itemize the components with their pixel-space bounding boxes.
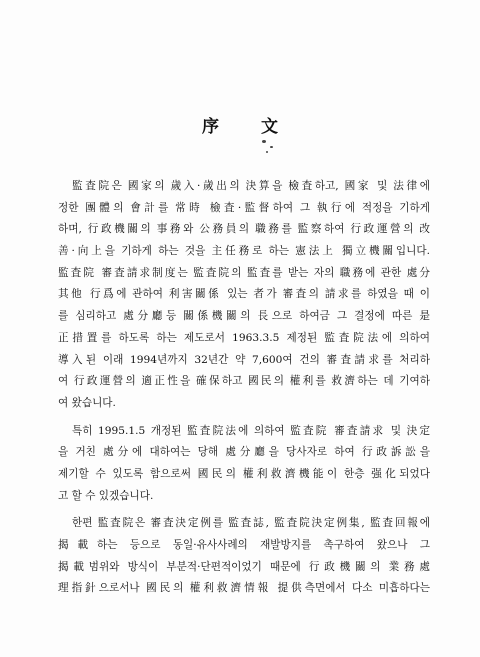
text-line: 여 왔습니다. [58, 396, 116, 409]
text-line: 제기할 수 있도록 함으로써 國民의 權利救濟機能이 한층 强化되었다 [58, 467, 430, 480]
text-line: 理指針으로서나 國民의 權利救濟情報 提供측면에서 다소 미흡하다는 [58, 582, 430, 595]
text-line: 其他 行爲에 관하여 利害關係 있는 者가 審査의 請求를 하였을 때 이 [58, 288, 430, 301]
scan-speck [262, 140, 266, 143]
scan-speck [270, 146, 273, 148]
text-line: 善·向上을 기하게 하는 것을 主任務로 하는 憲法上 獨立機關입니다. [58, 245, 430, 258]
text-line: 하며, 行政機關의 事務와 公務員의 職務를 監察하여 行政運營의 改 [58, 223, 430, 236]
text-line: 導入된 이래 1994년까지 32년간 약 7,600여 건의 審査請求를 처리하 [58, 353, 430, 366]
scan-speck [266, 151, 268, 153]
text-line: 한편 監査院은 審査決定例를 監査誌, 監査院決定例集, 監査回報에 [72, 517, 430, 530]
text-line: 을 거친 處分에 대하여는 당해 處分廳을 당사자로 하여 行政訴訟을 [58, 446, 430, 459]
page-title: 序 文 [202, 117, 296, 137]
text-line: 監査院은 國家의 歲入·歲出의 決算을 檢査하고, 國家 및 法律에 [72, 180, 430, 192]
text-line: 정한 團體의 會計를 常時 檢査·監督하여 그 執行에 적정을 기하게 [58, 201, 430, 214]
text-line: 여 行政運營의 適正性을 確保하고 國民의 權利를 救濟하는 데 기여하 [58, 375, 430, 388]
text-line: 고 할 수 있겠습니다. [58, 489, 154, 502]
preface-body [58, 176, 430, 600]
text-line: 를 심리하고 處分廳등 關係機關의 長으로 하여금 그 결정에 따른 是 [58, 310, 430, 323]
text-line: 특히 1995.1.5 개정된 監査院法에 의하여 監査院 審査請求 및 決定 [72, 424, 430, 437]
text-line: 正措置를 하도록 하는 제도로서 1963.3.5 제정된 監査院法에 의하여 [58, 331, 430, 344]
text-line: 揭載하는 등으로 동일·유사사례의 재발방지를 촉구하여 왔으나 그 [58, 539, 430, 551]
text-line: 監査院 審査請求制度는 監査院의 監査를 받는 자의 職務에 관한 處分 [58, 266, 430, 279]
text-line: 揭載범위와 방식이 부분적·단편적이었기 때문에 行政機關의 業務處 [58, 560, 430, 573]
